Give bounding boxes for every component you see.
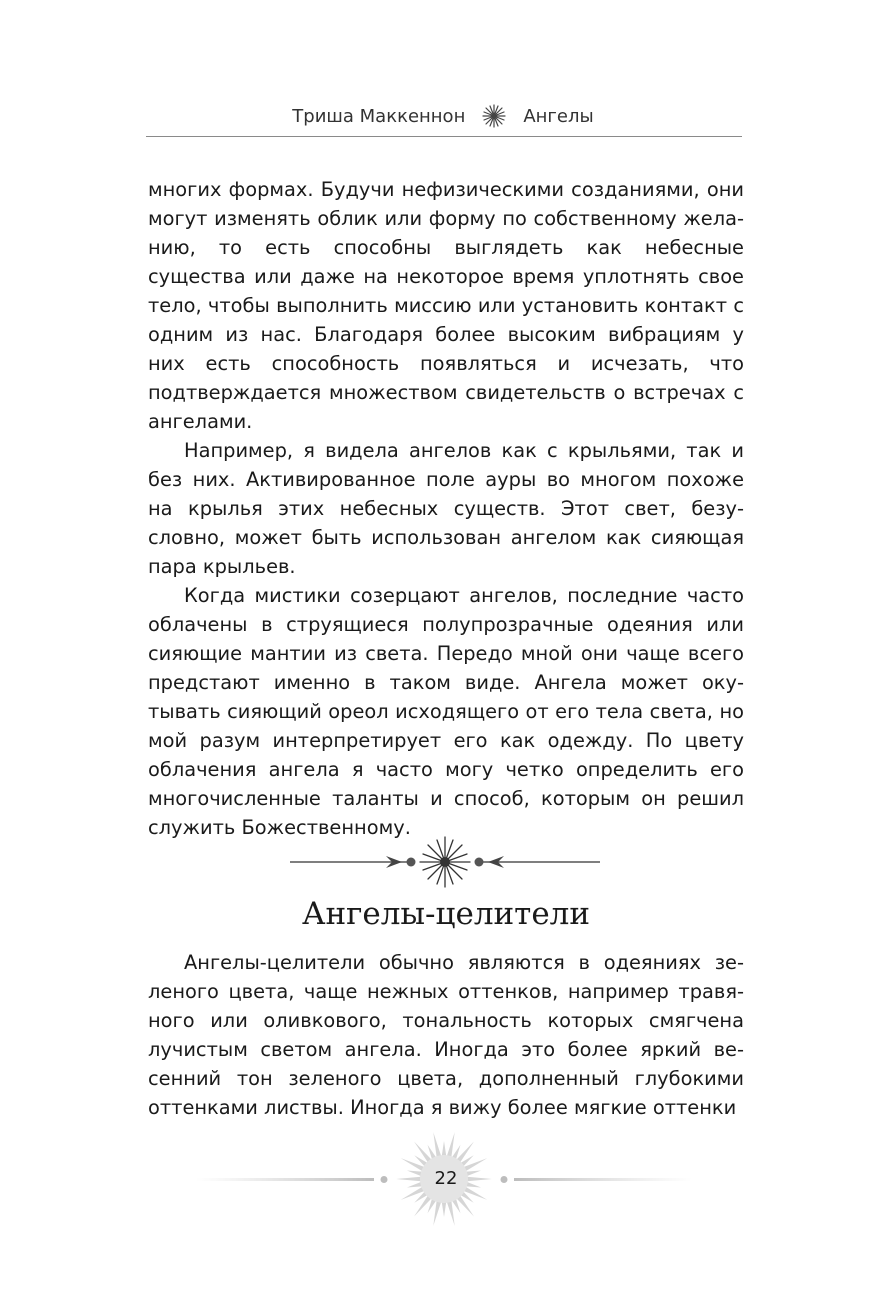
header-title: Ангелы (523, 105, 594, 127)
paragraph: Когда мистики созерцают ангелов, последние часто облачены в струящиеся полупрозрачные одеяния или сияющие мантии из света. Передо мной они чаще всего предстают именно в таком виде. Ангела может окутывать сияющий ореол исходящего от его тела света, но мой разум интерпретирует его как одежду. По цвету облачения ангела я часто могу четко определить его многочисленные таланты и способ, которым он решил служить Божественному. (148, 584, 744, 839)
header-divider (146, 136, 742, 137)
body-text (148, 175, 744, 842)
paragraph: многих формах. Будучи нефизическими созданиями, они могут изменять облик или форму по собственному желанию, то есть способны выглядеть как небесные существа или даже на некоторое время уплотнять свое тело, чтобы выполнить миссию или установить контакт с одним из нас. Благодаря более высоким вибрациям у них есть способность появляться и исчезать, что подтверждается множеством свидетельств о встречах с ангелами. (148, 178, 744, 433)
running-header (0, 104, 886, 128)
section-body-text (148, 948, 744, 1122)
paragraph: Ангелы-целители обычно являются в одеяниях зеленого цвета, чаще нежных оттенков, например травяного или оливкового, тональность которых смягчена лучистым светом ангела. Иногда это более яркий весенний тон зеленого цвета, дополненный глубокими оттенками листвы. Иногда я вижу более мягкие оттенки (148, 951, 744, 1119)
star-icon (481, 103, 507, 129)
header-author: Триша Маккеннон (292, 105, 466, 127)
paragraph: Например, я видела ангелов как с крыльями, так и без них. Активированное поле ауры во многом похоже на крылья этих небесных существ. Этот свет, безусловно, может быть использован ангелом как сияющая пара крыльев. (148, 439, 744, 578)
section-heading: Ангелы-целители (301, 896, 591, 932)
section-ornament-icon (290, 836, 600, 892)
page-number: 22 (434, 1168, 458, 1189)
